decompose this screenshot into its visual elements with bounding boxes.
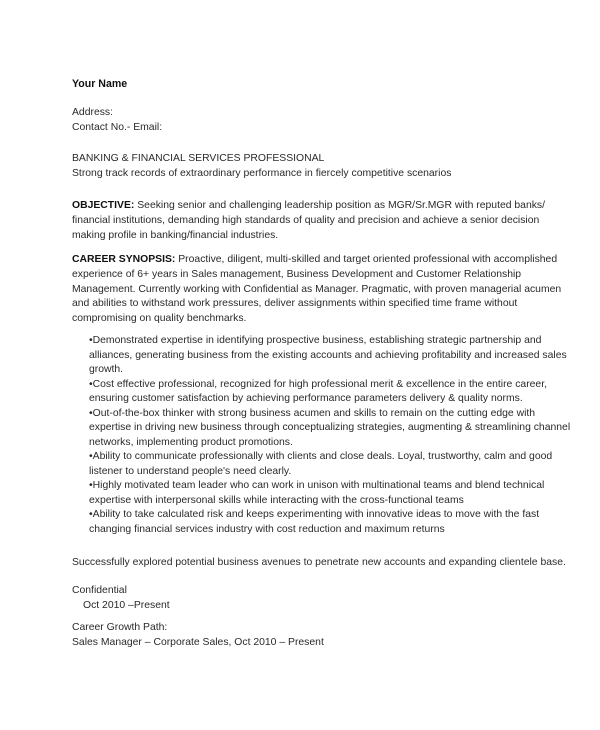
achievement-bullets xyxy=(89,334,571,537)
address-label: Address: xyxy=(72,107,114,118)
synopsis-line-3: Management. Currently working with Confidential as Manager. Pragmatic, with proven managerial acumen xyxy=(72,283,562,295)
objective-label: OBJECTIVE: xyxy=(72,200,135,211)
bullet-line: •Cost effective professional, recognized for high professional merit & excellence in the entire career, xyxy=(89,378,547,390)
synopsis-text-1: Proactive, diligent, multi-skilled and target oriented professional with accomplished xyxy=(175,254,558,265)
contact-label: Contact No.- Email: xyxy=(72,121,163,133)
career-growth-label: Career Growth Path: xyxy=(72,622,168,633)
candidate-name: Your Name xyxy=(72,78,128,90)
bullet-line: expertise in driving new business through conceptualizing strategies, augmenting & streamlining channel xyxy=(89,422,571,433)
objective-line-3: making profile in banking/financial industries. xyxy=(72,229,279,241)
summary-section xyxy=(72,556,566,571)
synopsis-line-1 xyxy=(72,253,558,268)
bullet-line: •Out-of-the-box thinker with strong business acumen and skills to remain on the cutting edge with xyxy=(89,407,536,419)
employment-period: Oct 2010 –Present xyxy=(83,599,170,611)
objective-text-1: Seeking senior and challenging leadership position as MGR/Sr.MGR with reputed banks/ xyxy=(134,200,546,211)
synopsis-label: CAREER SYNOPSIS: xyxy=(72,254,176,265)
bullet-line: growth. xyxy=(89,364,124,375)
bullet-line: •Demonstrated expertise in identifying prospective business, establishing strategic partnership and xyxy=(89,335,542,346)
bullet-line: •Ability to take calculated risk and keeps experimenting with innovative ideas to move with the fast xyxy=(89,509,540,520)
bullet-line: listener to understand people's need clearly. xyxy=(89,465,292,477)
objective-line-1 xyxy=(72,199,546,214)
summary-text: Successfully explored potential business avenues to penetrate new accounts and expanding clientele base. xyxy=(72,557,566,568)
synopsis-line-2: experience of 6+ years in Sales management, Business Development and Customer Relationship xyxy=(72,268,522,280)
bullet-line: alliances, generating business from the existing accounts and achieving profitability and increased sales xyxy=(89,349,567,361)
headline-block xyxy=(72,152,542,182)
synopsis-line-4: and abilities to withstand work pressures, deliver assignments within specified time frame without xyxy=(72,298,518,310)
bullet-line: •Ability to communicate professionally with clients and close deals. Loyal, trustworthy, calm and good xyxy=(89,451,553,462)
career-growth-entry: Sales Manager – Corporate Sales, Oct 2010 – Present xyxy=(72,636,324,648)
headline-title: BANKING & FINANCIAL SERVICES PROFESSIONAL xyxy=(72,153,325,164)
bullet-line: changing financial services industry with cost reduction and maximum returns xyxy=(89,523,445,535)
objective-line-2: financial institutions, demanding high standards of quality and precision and achieve a senior decision xyxy=(72,214,540,226)
contact-block xyxy=(72,106,542,136)
headline-subtitle: Strong track records of extraordinary performance in fiercely competitive scenarios xyxy=(72,167,452,179)
synopsis-line-5: compromising on quality benchmarks. xyxy=(72,313,247,325)
bullet-line: •Highly motivated team leader who can work in unison with multinational teams and blend technical xyxy=(89,480,545,491)
bullet-line: ensuring customer satisfaction by achieving performance parameters delivery & quality norms. xyxy=(89,393,523,404)
objective-section xyxy=(72,199,546,243)
bullet-line: expertise with interpersonal skills while interacting with the cross-functional teams xyxy=(89,494,464,506)
employer-name: Confidential xyxy=(72,585,127,596)
career-synopsis-section xyxy=(72,253,562,327)
bullet-line: networks, implementing product promotions. xyxy=(89,436,293,448)
employment-section xyxy=(72,584,542,614)
career-growth-section xyxy=(72,621,542,651)
